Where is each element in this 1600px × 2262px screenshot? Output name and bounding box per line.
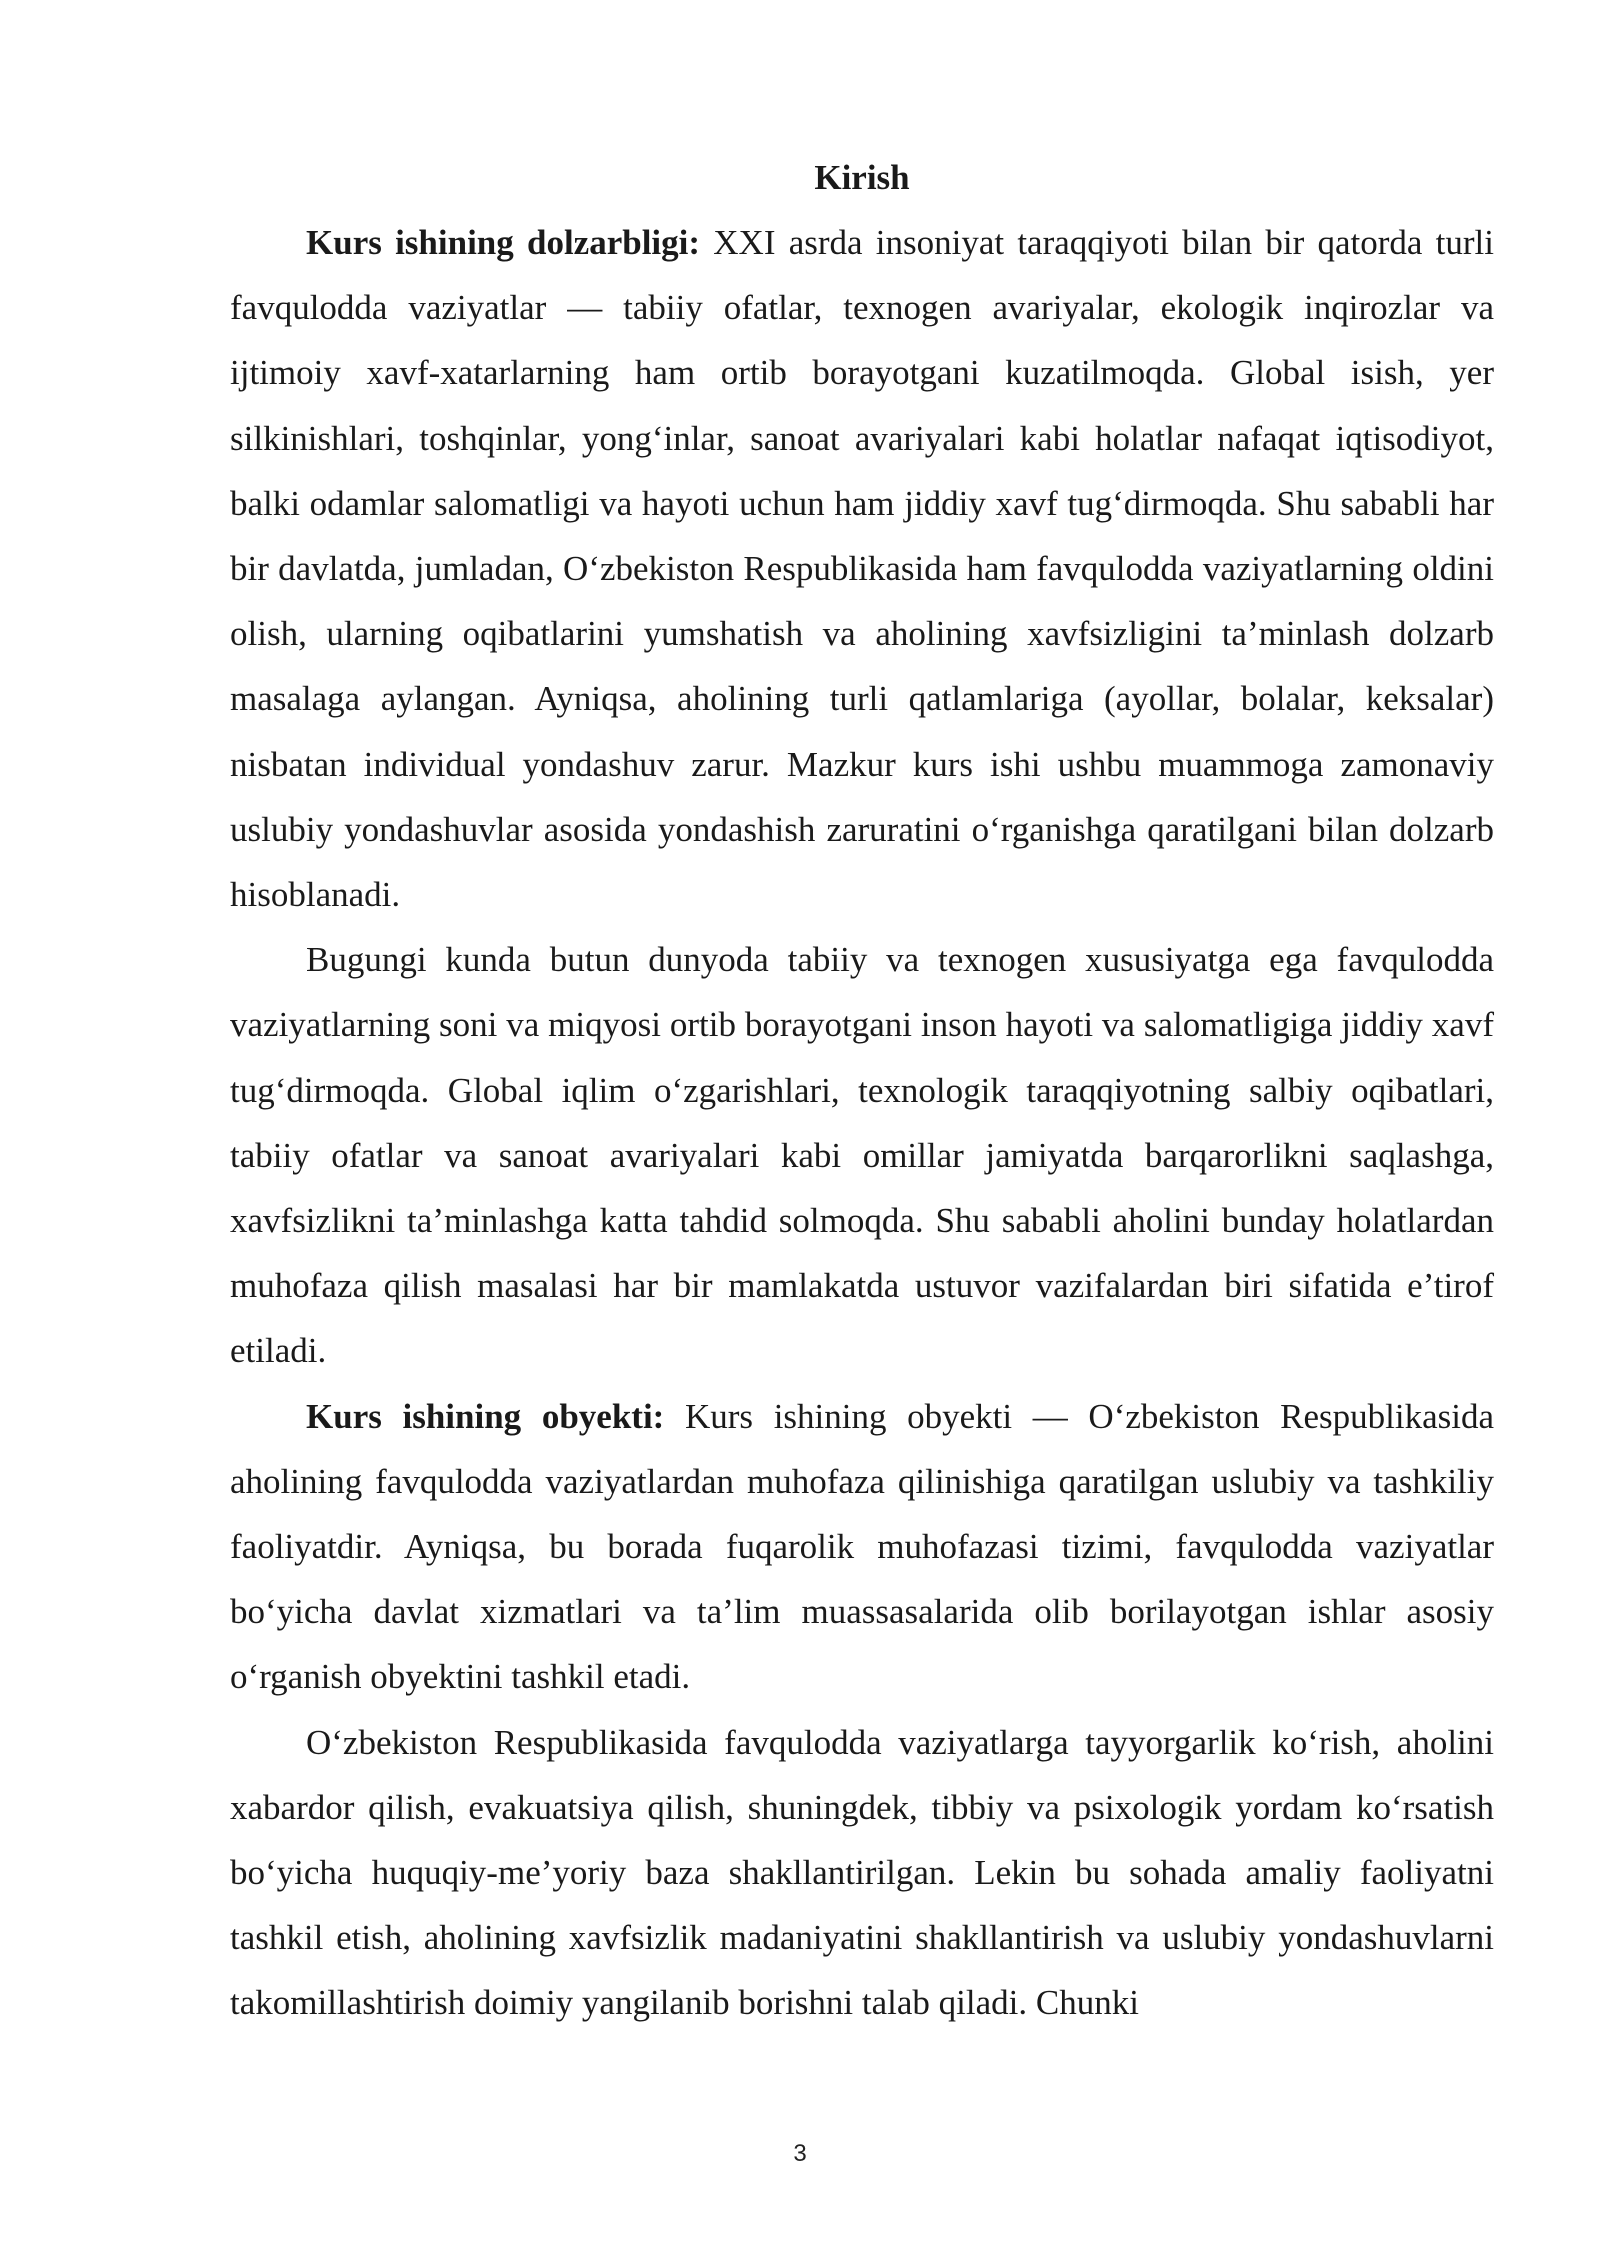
paragraph-text: Kurs ishining obyekti — O‘zbekiston Respublikasida aholining favqulodda vaziyatlardan muhofaza qilinishiga qaratilgan uslubiy va tashkiliy faoliyatdir. Ayniqsa, bu borada fuqarolik muhofazasi tizimi, favqulodda vaziyatlar bo‘yicha davlat xizmatlari va ta’lim muassasalarida olib borilayotgan ishlar asosiy o‘rganish obyektini tashkil etadi. bbox=[230, 1396, 1494, 1697]
paragraph-lead: Kurs ishining dolzarbligi: bbox=[306, 223, 701, 262]
paragraph-object bbox=[230, 1384, 1494, 1710]
paragraph-legal-base bbox=[230, 1710, 1494, 2036]
paragraph-text: Bugungi kunda butun dunyoda tabiiy va texnogen xususiyatga ega favqulodda vaziyatlarning soni va miqyosi ortib borayotgani inson hayoti va salomatligiga jiddiy xavf tug‘dirmoqda. Global iqlim o‘zgarishlari, texnologik taraqqiyotning salbiy oqibatlari, tabiiy ofatlar va sanoat avariyalari kabi omillar jamiyatda barqarorlikni saqlashga, xavfsizlikni ta’minlashga katta tahdid solmoqda. Shu sababli aholini bunday holatlardan muhofaza qilish masalasi har bir mamlakatda ustuvor vazifalardan biri sifatida e’tirof etiladi. bbox=[230, 940, 1494, 1371]
paragraph-lead: Kurs ishining obyekti: bbox=[306, 1396, 665, 1436]
page-body bbox=[230, 145, 1494, 2036]
paragraph-context bbox=[230, 927, 1494, 1383]
paragraph-text: XXI asrda insoniyat taraqqiyoti bilan bir qatorda turli favqulodda vaziyatlar — tabiiy ofatlar, texnogen avariyalar, ekologik inqirozlar va ijtimoiy xavf-xatarlarning ham ortib borayotgani kuzatilmoqda. Global isish, yer silkinishlari, toshqinlar, yong‘inlar, sanoat avariyalari kabi holatlar nafaqat iqtisodiyot, balki odamlar salomatligi va hayoti uchun ham jiddiy xavf tug‘dirmoqda. Shu sababli har bir davlatda, jumladan, O‘zbekiston Respublikasida ham favqulodda vaziyatlarning oldini olish, ularning oqibatlarini yumshatish va aholining xavfsizligini ta’minlash dolzarb masalaga aylangan. Ayniqsa, aholining turli qatlamlariga (ayollar, bolalar, keksalar) nisbatan individual yondashuv zarur. Mazkur kurs ishi ushbu muammoga zamonaviy uslubiy yondashuvlar asosida yondashish zaruratini o‘rganishga qaratilgani bilan dolzarb hisoblanadi. bbox=[230, 223, 1494, 915]
paragraph-text: O‘zbekiston Respublikasida favqulodda vaziyatlarga tayyorgarlik ko‘rish, aholini xabardor qilish, evakuatsiya qilish, shuningdek, tibbiy va psixologik yordam ko‘rsatish bo‘yicha huquqiy-me’yoriy baza shakllantirilgan. Lekin bu sohada amaliy faoliyatni tashkil etish, aholining xavfsizlik madaniyatini shakllantirish va uslubiy yondashuvlarni takomillashtirish doimiy yangilanib borishni talab qiladi. Chunki bbox=[230, 1722, 1494, 2023]
page-number: 3 bbox=[793, 2140, 807, 2167]
paragraph-relevance bbox=[230, 210, 1494, 927]
section-heading: Kirish bbox=[814, 158, 910, 197]
